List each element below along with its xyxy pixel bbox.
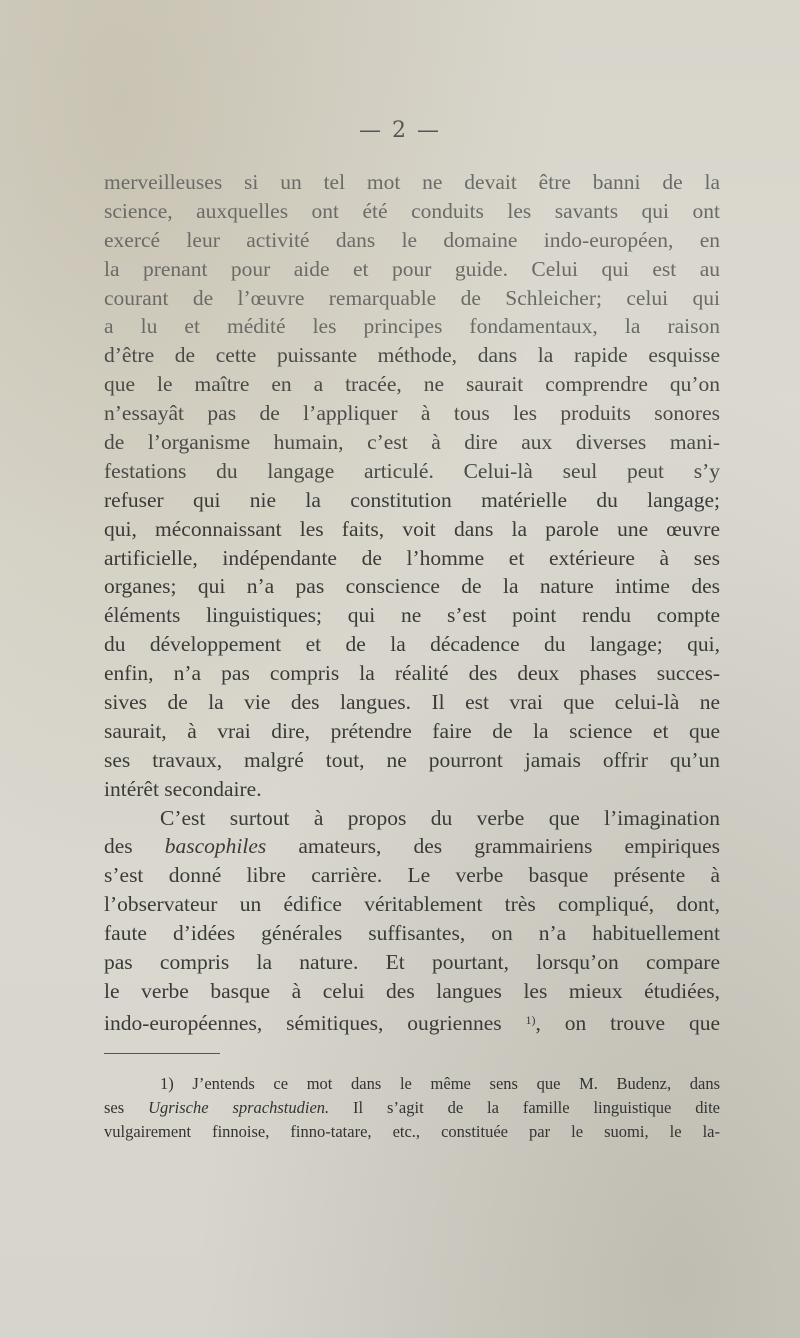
text-line: sives de la vie des langues. Il est vrai que celui-là ne: [104, 690, 720, 715]
footnote-line: [104, 1072, 720, 1096]
footnote-text: Il s’agit de la famille linguistique dite: [353, 1098, 720, 1117]
page-number: — 2 —: [359, 118, 441, 143]
text-line: d’être de cette puissante méthode, dans la rapide esquisse: [104, 343, 720, 368]
footnote-text: ses: [104, 1098, 125, 1117]
text-line: merveilleuses si un tel mot ne devait être banni de la: [104, 170, 720, 194]
text-line: saurait, à vrai dire, prétendre faire de la science et que: [104, 718, 720, 743]
text-line: la prenant pour aide et pour guide. Celui qui est au: [104, 256, 720, 281]
footnote-marker: 1): [160, 1074, 174, 1093]
text-line: du développement et de la décadence du langage; qui,: [104, 632, 720, 657]
text-line: ses travaux, malgré tout, ne pourront jamais offrir qu’un: [104, 747, 720, 772]
footnote-line: vulgairement finnoise, finno-tatare, etc., constituée par le suomi, le la-: [104, 1122, 720, 1141]
text-line: le verbe basque à celui des langues les mieux étudiées,: [104, 978, 720, 1003]
main-text: [104, 168, 720, 1035]
text-line: n’essayât pas de l’appliquer à tous les produits sonores: [104, 401, 720, 426]
text-line-with-italic: [104, 832, 720, 861]
text-line: que le maître en a tracée, ne saurait comprendre qu’on: [104, 372, 720, 397]
text-line: enfin, n’a pas compris la réalité des deux phases succes-: [104, 661, 720, 686]
text-fragment: amateurs, des grammairiens empiriques: [298, 834, 721, 859]
footnote: [104, 1072, 720, 1144]
text-line: exercé leur activité dans le domaine indo-européen, en: [104, 227, 720, 252]
text-fragment: indo-européennes, sémitiques, ougriennes: [104, 1010, 502, 1035]
footnote-italic-title: Ugrische sprachstudien.: [148, 1098, 330, 1117]
footnote-separator: [104, 1053, 220, 1054]
footnote-text: J’entends ce mot dans le même sens que M. Budenz, dans: [192, 1074, 720, 1093]
text-line: s’est donné libre carrière. Le verbe basque présente à: [104, 863, 720, 888]
text-line-with-footnote-ref: [104, 1006, 720, 1035]
text-line: science, auxquelles ont été conduits les savants qui ont: [104, 198, 720, 223]
text-line: pas compris la nature. Et pourtant, lorsqu’on compare: [104, 950, 720, 975]
text-line: l’observateur un édifice véritablement très compliqué, dont,: [104, 892, 720, 917]
footnote-reference: 1): [525, 1012, 536, 1027]
text-line: faute d’idées générales suffisantes, on n’a habituellement: [104, 921, 720, 946]
text-fragment: , on trouve que: [535, 1010, 721, 1035]
text-line: organes; qui n’a pas conscience de la nature intime des: [104, 574, 720, 599]
text-line: qui, méconnaissant les faits, voit dans la parole une œuvre: [104, 516, 720, 541]
text-line: de l’organisme humain, c’est à dire aux diverses mani-: [104, 430, 720, 455]
text-line: refuser qui nie la constitution matérielle du langage;: [104, 487, 720, 512]
text-line: éléments linguistiques; qui ne s’est point rendu compte: [104, 603, 720, 628]
text-line: intérêt secondaire.: [104, 776, 262, 801]
footnote-line: [104, 1096, 720, 1120]
text-line: courant de l’œuvre remarquable de Schleicher; celui qui: [104, 285, 720, 310]
italic-term: bascophiles: [164, 834, 267, 859]
text-fragment: des: [104, 834, 133, 859]
text-line: C’est surtout à propos du verbe que l’imagination: [160, 805, 720, 830]
text-line: artificielle, indépendante de l’homme et extérieure à ses: [104, 545, 720, 570]
text-line: festations du langage articulé. Celui-là seul peut s’y: [104, 458, 720, 483]
text-line: a lu et médité les principes fondamentaux, la raison: [104, 314, 720, 339]
